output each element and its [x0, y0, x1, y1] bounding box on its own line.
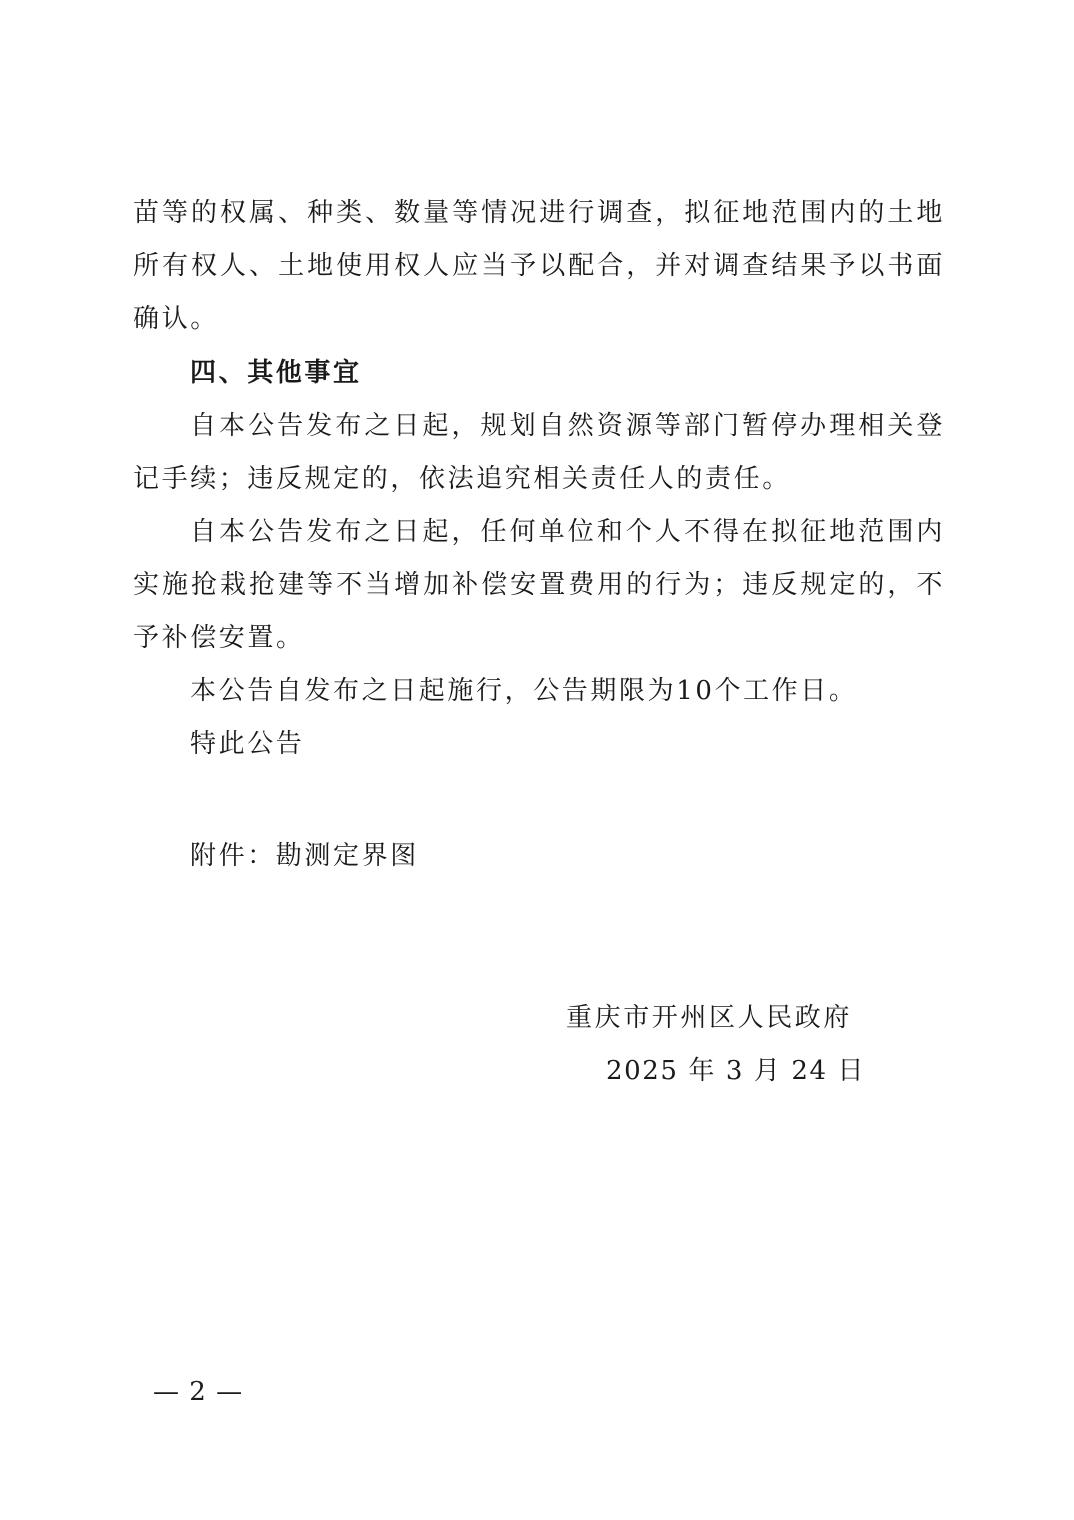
closing-phrase: 特此公告	[190, 729, 305, 759]
document-body-top	[133, 187, 945, 346]
paragraph-registration-suspension: 自本公告发布之日起，规划自然资源等部门暂停办理相关登记手续；违反规定的，依法追究相关责任人的责任。	[133, 411, 945, 494]
issuer-signature: 重庆市开州区人民政府	[566, 1003, 853, 1033]
section-heading: 四、其他事宜	[190, 358, 362, 388]
attachment-line: 附件：勘测定界图	[190, 841, 419, 871]
section-other-matters	[133, 347, 945, 771]
paragraph-effective-period: 本公告自发布之日起施行，公告期限为10个工作日。	[190, 676, 858, 706]
paragraph-no-rush-planting: 自本公告发布之日起，任何单位和个人不得在拟征地范围内实施抢栽抢建等不当增加补偿安置费用的行为；违反规定的，不予补偿安置。	[133, 517, 945, 653]
page-number: — 2 —	[153, 1377, 244, 1407]
issue-date: 2025 年 3 月 24 日	[606, 1056, 866, 1086]
continuation-paragraph: 苗等的权属、种类、数量等情况进行调查，拟征地范围内的土地所有权人、土地使用权人应当予以配合，并对调查结果予以书面确认。	[133, 198, 945, 334]
